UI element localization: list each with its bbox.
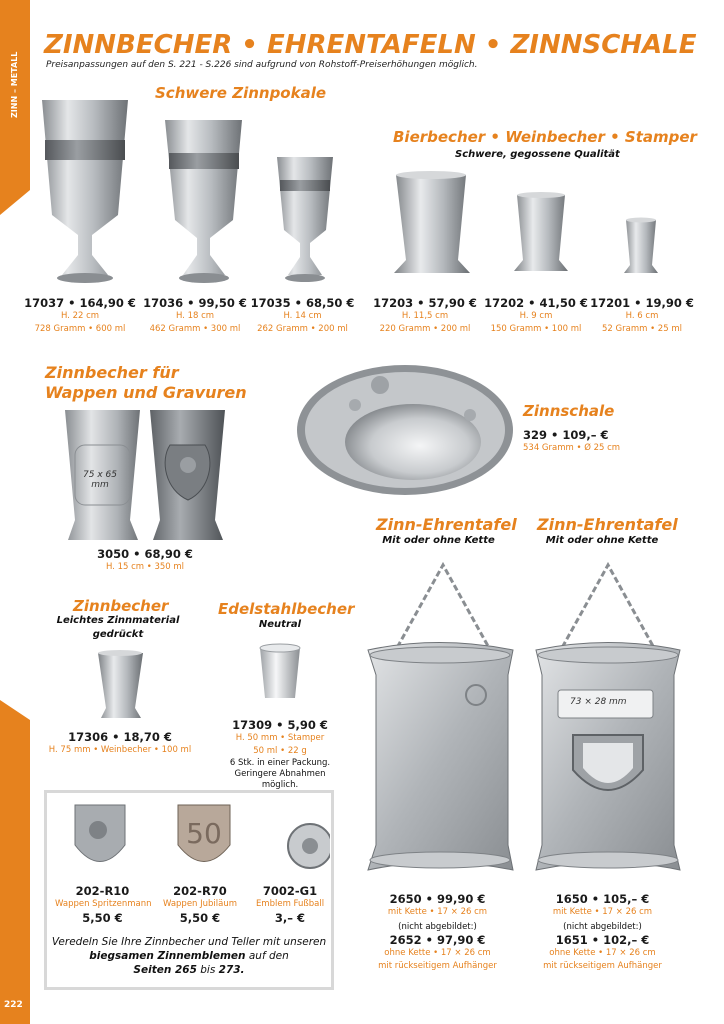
section-heading-zinnbecher: Zinnbecher xyxy=(73,597,169,615)
sidebar-band xyxy=(0,0,32,1024)
ehrentafel-left-sub: Mit oder ohne Kette xyxy=(382,535,495,546)
height-17203: H. 11,5 cm xyxy=(401,311,449,321)
price-17203: 17203 • 57,90 € xyxy=(373,296,477,310)
height-17037: H. 22 cm xyxy=(60,311,100,321)
bierbecher-image xyxy=(380,165,680,285)
price-17036: 17036 • 99,50 € xyxy=(143,296,247,310)
zinnbecher-image xyxy=(93,650,148,720)
section-heading-edelstahl: Edelstahlbecher xyxy=(218,600,355,618)
spec-1651-2: mit rückseitigem Aufhänger xyxy=(543,961,662,971)
emblem-text-3-b: bis xyxy=(196,964,219,976)
note-2652: (nicht abgebildet:) xyxy=(398,922,477,932)
spec-2650: mit Kette • 17 × 26 cm xyxy=(387,907,488,917)
price-17306: 17306 • 18,70 € xyxy=(68,730,172,744)
spec-2652-2: mit rückseitigem Aufhänger xyxy=(378,961,497,971)
spec-17037: 728 Gramm • 600 ml xyxy=(34,324,126,334)
emblem-text-2-bold: biegsamen Zinnemblemen xyxy=(89,950,246,962)
spec-17036: 462 Gramm • 300 ml xyxy=(149,324,241,334)
price-1650: 1650 • 105,– € xyxy=(555,892,650,906)
emblem-text-1: Veredeln Sie Ihre Zinnbecher und Teller mit unseren xyxy=(51,936,327,948)
spec-1650: mit Kette • 17 × 26 cm xyxy=(552,907,653,917)
spec-17306: H. 75 mm • Weinbecher • 100 ml xyxy=(48,745,192,755)
price-17309: 17309 • 5,90 € xyxy=(232,718,328,732)
emblem-code-2: 202-R70 xyxy=(173,884,227,898)
ehrentafel-image xyxy=(358,555,688,885)
zinnbecher-sub-1: Leichtes Zinnmaterial xyxy=(56,615,180,626)
page-number: 222 xyxy=(4,1000,23,1010)
emblem-text-2-rest: auf den xyxy=(245,950,289,962)
emblem-name-3: Emblem Fußball xyxy=(255,899,325,909)
price-329: 329 • 109,– € xyxy=(523,428,609,442)
emblem-price-2: 5,50 € xyxy=(179,911,221,925)
section-heading-zinnschale: Zinnschale xyxy=(523,402,615,420)
emblems-image xyxy=(60,800,330,880)
page-subtitle: Preisanpassungen auf den S. 221 - S.226 sind aufgrund von Rohstoff-Preiserhöhungen möglich. xyxy=(46,60,478,70)
jubilee-badge-text: 50 xyxy=(186,817,222,850)
emblem-code-3: 7002-G1 xyxy=(262,884,318,898)
engrave-size-wappen: 75 x 65 xyxy=(83,470,117,480)
height-17201: H. 6 cm xyxy=(625,311,659,321)
emblem-code-1: 202-R10 xyxy=(75,884,130,898)
height-17036: H. 18 cm xyxy=(175,311,215,321)
spec-17203: 220 Gramm • 200 ml xyxy=(379,324,471,334)
price-2650: 2650 • 99,90 € xyxy=(389,892,486,906)
emblem-price-1: 5,50 € xyxy=(82,911,123,925)
section-heading-bierbecher: Bierbecher • Weinbecher • Stamper xyxy=(393,128,697,146)
spec-17309-1: H. 50 mm • Stamper xyxy=(235,733,325,743)
engrave-unit-wappen: mm xyxy=(91,480,109,490)
engrave-size-ehrentafel: 73 × 28 mm xyxy=(570,697,627,707)
emblem-name-1: Wappen Spritzenmann xyxy=(55,899,152,909)
sidebar-label: ZINN – METALL xyxy=(10,51,19,118)
note-17309-2: Geringere Abnahmen möglich. xyxy=(234,769,326,790)
price-1651: 1651 • 102,– € xyxy=(555,933,650,947)
note-1651: (nicht abgebildet:) xyxy=(563,922,642,932)
section-heading-ehrentafel-left: Zinn-Ehrentafel xyxy=(376,515,517,534)
emblem-name-2: Wappen Jubiläum xyxy=(162,899,238,909)
spec-1651-1: ohne Kette • 17 × 26 cm xyxy=(549,948,656,958)
spec-329: 534 Gramm • Ø 25 cm xyxy=(523,443,621,453)
section-subheading-bierbecher: Schwere, gegossene Qualität xyxy=(455,149,620,160)
pokale-image xyxy=(30,95,360,290)
price-3050: 3050 • 68,90 € xyxy=(97,547,193,561)
price-17201: 17201 • 19,90 € xyxy=(590,296,694,310)
page-title: ZINNBECHER • EHRENTAFELN • ZINNSCHALE xyxy=(44,30,697,60)
section-heading-ehrentafel-right: Zinn-Ehrentafel xyxy=(537,515,678,534)
spec-17035: 262 Gramm • 200 ml xyxy=(257,324,348,334)
price-2652: 2652 • 97,90 € xyxy=(389,933,486,947)
height-17202: H. 9 cm xyxy=(519,311,553,321)
spec-2652-1: ohne Kette • 17 × 26 cm xyxy=(384,948,491,958)
spec-17201: 52 Gramm • 25 ml xyxy=(602,324,682,334)
spec-3050: H. 15 cm • 350 ml xyxy=(105,562,185,572)
zinnschale-image xyxy=(295,360,515,500)
spec-17202: 150 Gramm • 100 ml xyxy=(490,324,582,334)
emblem-text-3-a: Seiten 265 xyxy=(133,964,197,976)
section-heading-wappen-2: Wappen und Gravuren xyxy=(45,383,247,402)
price-17035: 17035 • 68,50 € xyxy=(250,296,355,310)
edelstahl-sub: Neutral xyxy=(258,619,302,630)
section-heading-pokale: Schwere Zinnpokale xyxy=(155,84,327,102)
section-heading-wappen-1: Zinnbecher für xyxy=(45,363,179,382)
ehrentafel-right-sub: Mit oder ohne Kette xyxy=(545,535,659,546)
edelstahl-image xyxy=(255,643,305,703)
zinnbecher-sub-2: gedrückt xyxy=(92,629,144,640)
note-17309-1: 6 Stk. in einer Packung. xyxy=(229,758,331,768)
spec-17309-2: 50 ml • 22 g xyxy=(253,746,307,756)
price-17202: 17202 • 41,50 € xyxy=(484,296,588,310)
emblem-text-3-c: 273. xyxy=(218,964,245,976)
price-17037: 17037 • 164,90 € xyxy=(24,296,136,310)
emblem-price-3: 3,– € xyxy=(274,911,306,925)
height-17035: H. 14 cm xyxy=(283,311,322,321)
